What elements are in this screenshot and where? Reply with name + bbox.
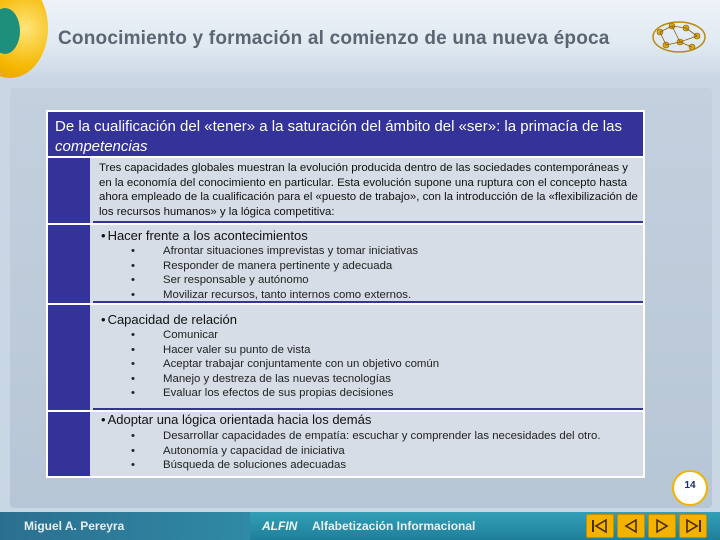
list-item: • Hacer valer su punto de vista	[149, 343, 439, 358]
list-item: • Autonomía y capacidad de iniciativa	[149, 444, 601, 459]
section-list	[149, 429, 601, 473]
page-number: 14	[684, 480, 696, 491]
brand-subtitle: Alfabetización Informacional	[312, 519, 476, 533]
row-marker	[48, 158, 90, 223]
next-slide-icon	[653, 518, 671, 534]
row-divider	[93, 221, 643, 223]
list-item: • Evaluar los efectos de sus propias decisiones	[149, 386, 439, 401]
row-marker	[48, 305, 90, 410]
first-slide-button[interactable]	[586, 514, 614, 538]
first-slide-icon	[591, 518, 609, 534]
last-slide-icon	[684, 518, 702, 534]
slide-title: Conocimiento y formación al comienzo de una nueva época	[58, 28, 610, 49]
section-title: • Capacidad de relación	[101, 312, 237, 327]
competencies-table	[46, 110, 645, 478]
section-list	[149, 328, 439, 401]
intro-paragraph: Tres capacidades globales muestran la evolución producida dentro de las sociedades contemporáneas y en la economía del conocimiento en particular. Esta evolución supone una ruptura con el concepto hasta ahora empleado de la cualificación para el «puesto de trabajo», con la introducción de la «flexibilización de los recursos humanos» y la lógica competitiva:	[99, 162, 638, 218]
network-logo-icon	[650, 18, 708, 56]
list-item: • Manejo y destreza de las nuevas tecnologías	[149, 372, 439, 387]
last-slide-button[interactable]	[679, 514, 707, 538]
heading-emphasis-text: competencias	[55, 138, 148, 155]
heading-main-text: De la cualificación del «tener» a la saturación del ámbito del «ser»: la primacía de las	[55, 118, 622, 135]
section-title: • Adoptar una lógica orientada hacia los demás	[101, 412, 372, 427]
list-item: • Aceptar trabajar conjuntamente con un objetivo común	[149, 357, 439, 372]
brand-name: ALFIN	[262, 519, 298, 533]
row-marker	[48, 412, 90, 476]
section-title: • Hacer frente a los acontecimientos	[101, 228, 308, 243]
list-item: • Comunicar	[149, 328, 439, 343]
section-title-text: Hacer frente a los acontecimientos	[107, 228, 308, 243]
list-item: • Desarrollar capacidades de empatía: escuchar y comprender las necesidades del otro.	[149, 429, 601, 444]
next-slide-button[interactable]	[648, 514, 676, 538]
section-title-text: Adoptar una lógica orientada hacia los demás	[107, 412, 372, 427]
page-number-badge	[672, 470, 708, 506]
row-divider	[93, 408, 643, 410]
author-name: Miguel A. Pereyra	[24, 519, 125, 533]
list-item: • Ser responsable y autónomo	[149, 273, 418, 288]
table-heading-text	[55, 117, 635, 157]
section-list	[149, 244, 418, 302]
previous-slide-button[interactable]	[617, 514, 645, 538]
previous-slide-icon	[622, 518, 640, 534]
list-item: • Responder de manera pertinente y adecuada	[149, 259, 418, 274]
list-item: • Afrontar situaciones imprevistas y tomar iniciativas	[149, 244, 418, 259]
list-item: • Búsqueda de soluciones adecuadas	[149, 458, 601, 473]
slide-header	[0, 0, 720, 80]
row-marker	[48, 225, 90, 303]
section-title-text: Capacidad de relación	[107, 312, 237, 327]
table-heading	[48, 112, 643, 156]
list-item: • Movilizar recursos, tanto internos como externos.	[149, 288, 418, 303]
